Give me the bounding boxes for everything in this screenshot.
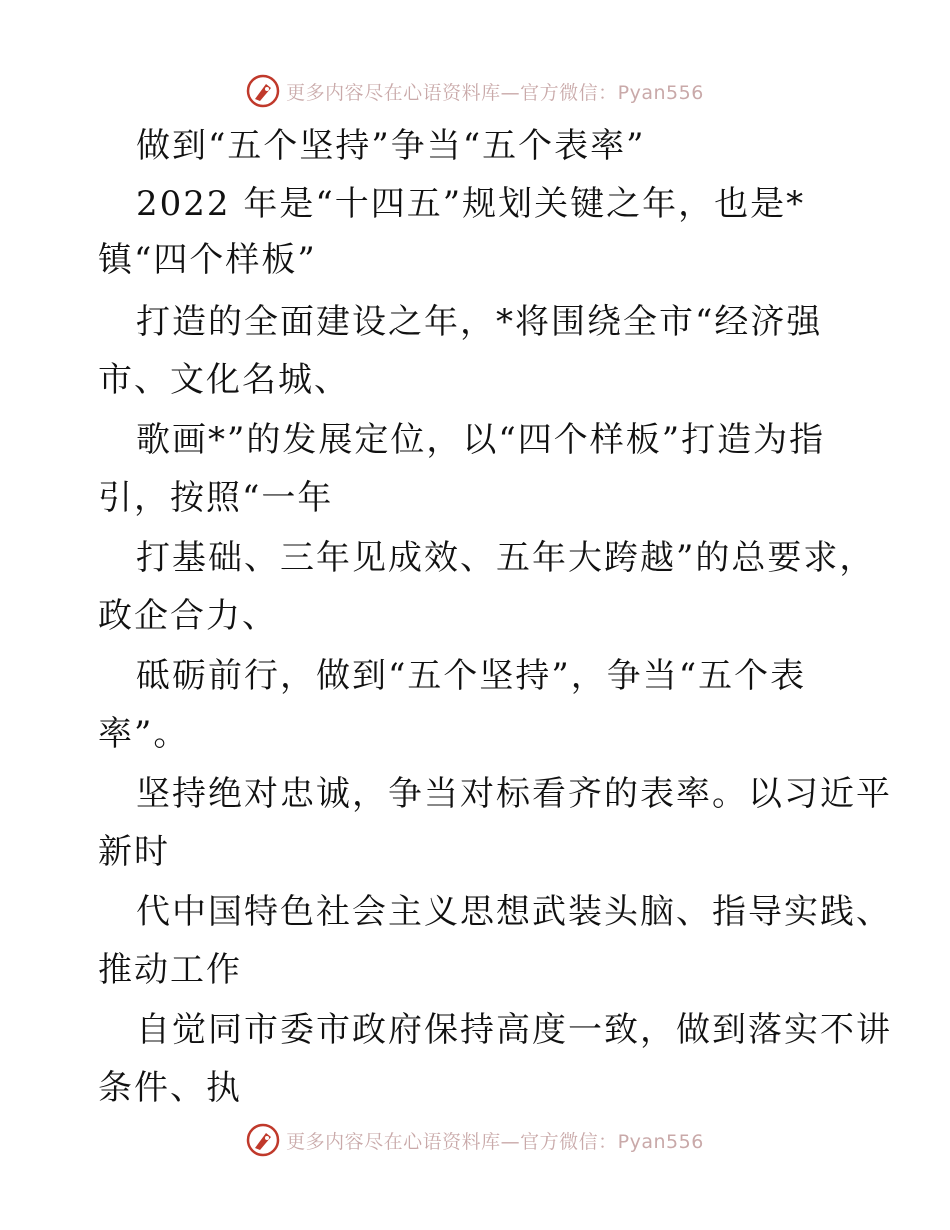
text-line: 做到“五个坚持”争当“五个表率” (136, 126, 646, 166)
text-line: 坚持绝对忠诚，争当对标看齐的表率。以习近平 (136, 774, 892, 814)
text-line: 代中国特色社会主义思想武装头脑、指导实践、 (136, 892, 892, 932)
pen-nib-icon (246, 1123, 280, 1157)
header-watermark (0, 71, 950, 111)
text-line: 打基础、三年见成效、五年大跨越”的总要求， (136, 538, 876, 578)
text-line: 打造的全面建设之年，*将围绕全市“经济强 (136, 302, 823, 342)
text-line: 引，按照“一年 (98, 478, 334, 518)
pen-nib-icon (246, 74, 280, 108)
text-line: 新时 (98, 832, 170, 872)
text-line: 歌画*”的发展定位，以“四个样板”打造为指 (136, 420, 826, 460)
text-line: 镇“四个样板” (98, 240, 317, 280)
text-line: 砥砺前行，做到“五个坚持”，争当“五个表 (136, 656, 807, 696)
text-line: 2022 年是“十四五”规划关键之年，也是* (136, 184, 806, 224)
text-line: 政企合力、 (98, 596, 278, 636)
text-line: 市、文化名城、 (98, 360, 350, 400)
text-line: 自觉同市委市政府保持高度一致，做到落实不讲 (136, 1010, 892, 1050)
footer-watermark (0, 1120, 950, 1160)
text-line: 率”。 (98, 714, 190, 754)
watermark-text: 更多内容尽在心语资料库—官方微信：Pyan556 (286, 81, 704, 104)
text-line: 推动工作 (98, 950, 242, 990)
text-line: 条件、执 (98, 1068, 242, 1108)
watermark-text: 更多内容尽在心语资料库—官方微信：Pyan556 (286, 1130, 704, 1153)
